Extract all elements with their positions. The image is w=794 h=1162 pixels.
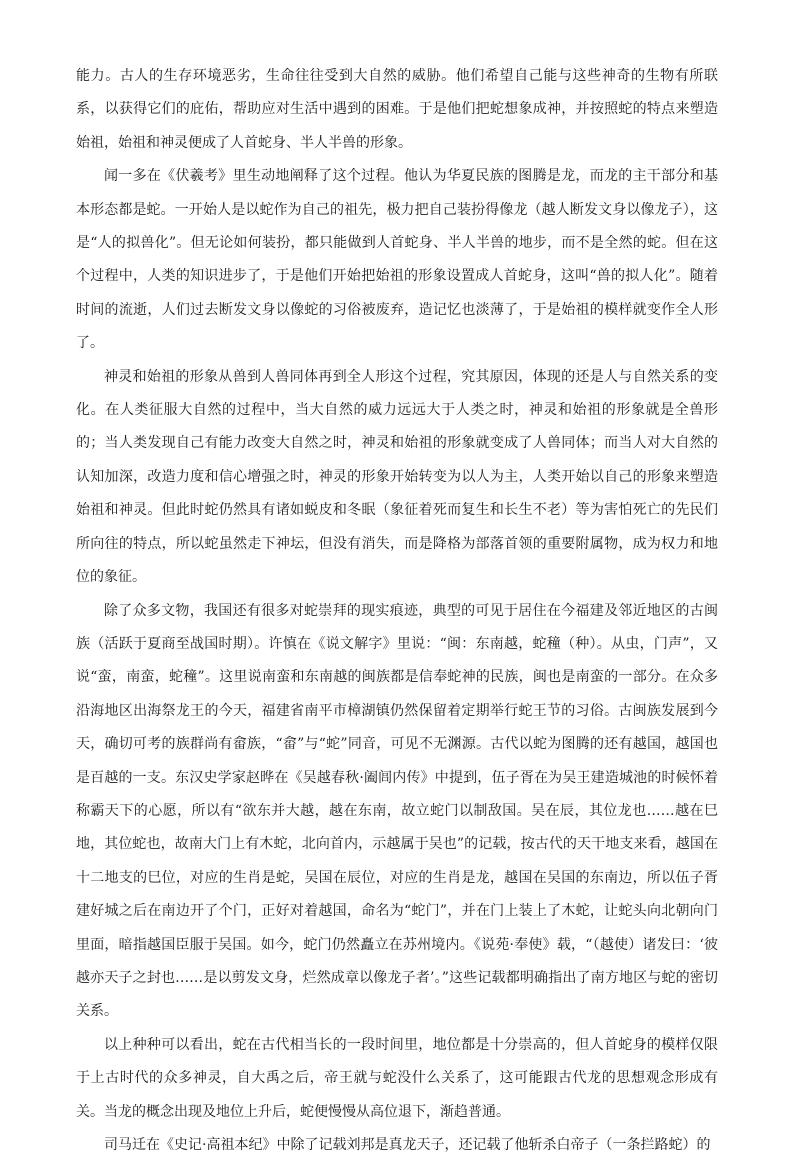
paragraph-5: 以上种种可以看出，蛇在古代相当长的一段时间里，地位都是十分崇高的，但人首蛇身的模样仅限于上古时代的众多神灵，自大禹之后，帝王就与蛇没什么关系了，这可能跟古代龙的思想观念形成有关。当龙的概念出现及地位上升后，蛇便慢慢从高位退下，渐趋普通。: [76, 1036, 718, 1120]
paragraph-1: 能力。古人的生存环境恶劣，生命往往受到大自然的威胁。他们希望自己能与这些神奇的生物有所联系，以获得它们的庇佑，帮助应对生活中遇到的困难。于是他们把蛇想象成神，并按照蛇的特点来塑造始祖，始祖和神灵便成了人首蛇身、半人半兽的形象。: [76, 68, 718, 151]
paragraph-6: 司马迁在《史记·高祖本纪》中除了记载刘邦是真龙天子，还记载了他斩杀白帝子（一条拦路蛇）的: [104, 1137, 711, 1153]
paragraph-2: 闻一多在《伏羲考》里生动地阐释了这个过程。他认为华夏民族的图腾是龙，而龙的主干部分和基本形态都是蛇。一开始人是以蛇作为自己的祖先，极力把自己装扮得像龙（越人断发文身以像龙子），这是“人的拟兽化”。但无论如何装扮，都只能做到人首蛇身、半人半兽的地步，而不是全然的蛇。但在这个过程中，人类的知识进步了，于是他们开始把始祖的形象设置成人首蛇身，这叫“兽的拟人化”。随着时间的流逝，人们过去断发文身以像蛇的习俗被废弃，造记忆也淡薄了，于是始祖的模样就变作全人形了。: [76, 168, 718, 352]
paragraph-4: 除了众多文物，我国还有很多对蛇崇拜的现实痕迹，典型的可见于居住在今福建及邻近地区的古闽族（活跃于夏商至战国时期）。许慎在《说文解字》里说：“闽：东南越，蛇穜（种）。从虫，门声”，又说“蛮，南蛮，蛇穜”。这里说南蛮和东南越的闽族都是信奉蛇神的民族，闽也是南蛮的一部分。在众多沿海地区出海祭龙王的今天，福建省南平市樟湖镇仍然保留着定期举行蛇王节的习俗。古闽族发展到今天，确切可考的族群尚有畲族，“畲”与“蛇”同音，可见不无渊源。古代以蛇为图腾的还有越国，越国也是百越的一支。东汉史学家赵晔在《吴越春秋·阖闾内传》中提到，伍子胥在为吴王建造城池的时候怀着称霸天下的心愿，所以有“欲东并大越，越在东南，故立蛇门以制敌国。吴在辰，其位龙也……越在巳地，其位蛇也，故南大门上有木蛇，北向首内，示越属于吴也”的记载，按古代的天干地支来看，越国在十二地支的巳位，对应的生肖是蛇，吴国在辰位，对应的生肖是龙，越国在吴国的东南边，所以伍子胥建好城之后在南边开了个门，正好对着越国，命名为“蛇门”，并在门上装上了木蛇，让蛇头向北朝向门里面，暗指越国臣服于吴国。如今，蛇门仍然矗立在苏州境内。《说苑·奉使》载，“（越使）诸发曰：‘彼越亦天子之封也……是以剪发文身，烂然成章以像龙子者’。”这些记载都明确指出了南方地区与蛇的密切关系。: [76, 602, 718, 1020]
paragraph-3: 神灵和始祖的形象从兽到人兽同体再到全人形这个过程，究其原因，体现的还是人与自然关系的变化。在人类征服大自然的过程中，当大自然的威力远远大于人类之时，神灵和始祖的形象就是全兽形的；当人类发现自己有能力改变大自然之时，神灵和始祖的形象就变成了人兽同体；而当人对大自然的认知加深，改造力度和信心增强之时，神灵的形象开始转变为以人为主，人类开始以自己的形象来塑造始祖和神灵。但此时蛇仍然具有诸如蜕皮和冬眠（象征着死而复生和长生不老）等为害怕死亡的先民们所向往的特点，所以蛇虽然走下神坛，但没有消失，而是降格为部落首领的重要附属物，成为权力和地位的象征。: [76, 368, 718, 586]
